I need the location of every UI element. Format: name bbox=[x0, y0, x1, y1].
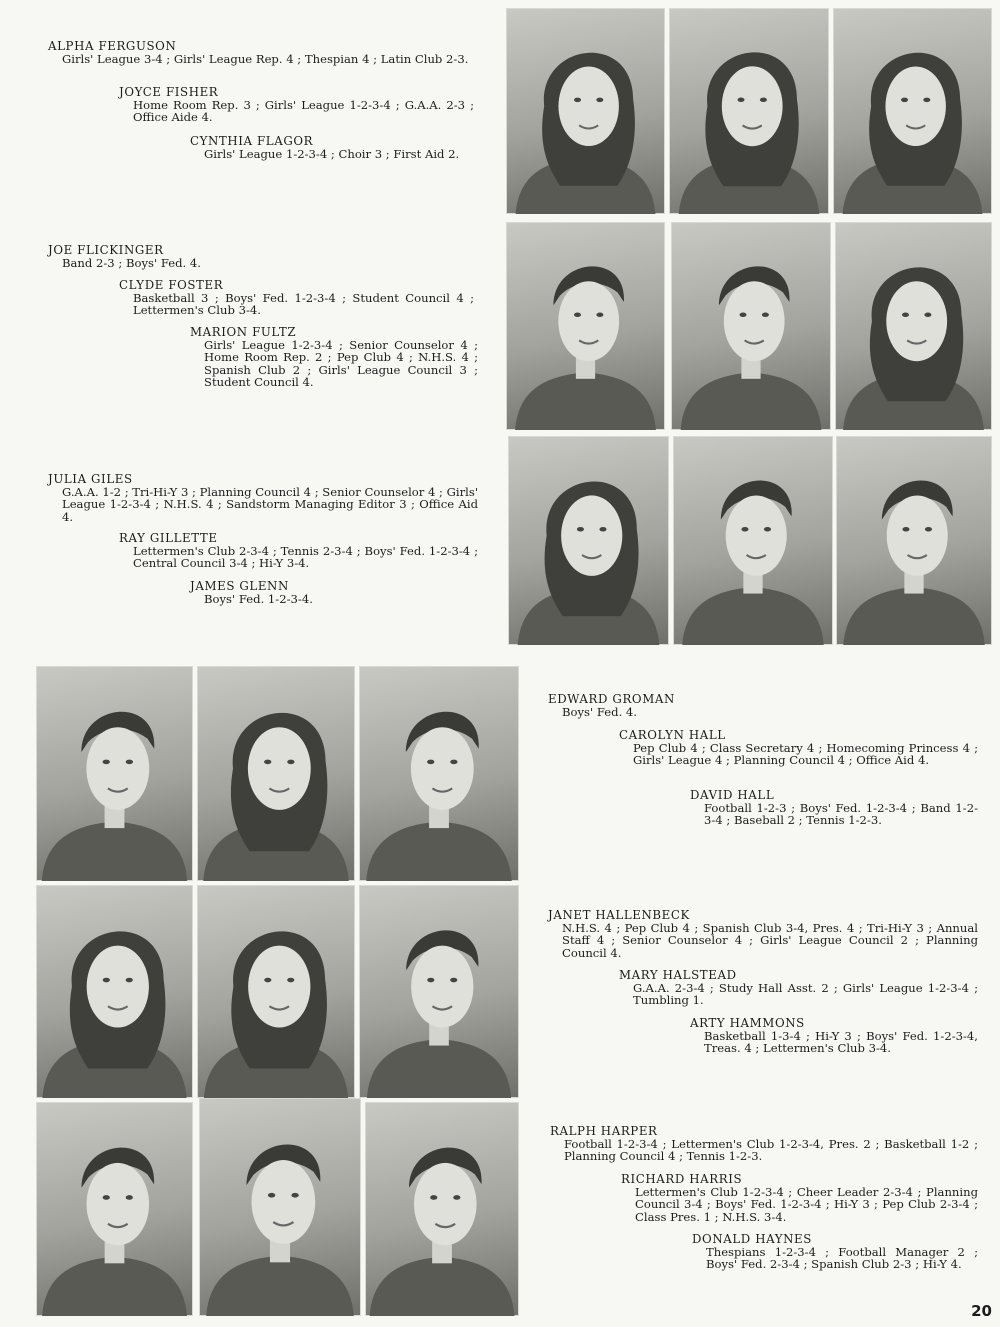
portrait-photo bbox=[359, 666, 519, 881]
portrait-photo bbox=[506, 222, 665, 430]
student-entry bbox=[190, 580, 478, 605]
student-entry bbox=[119, 532, 478, 570]
student-entry bbox=[621, 1173, 978, 1223]
portrait-photo bbox=[359, 885, 519, 1098]
student-name: JULIA GILES bbox=[48, 472, 133, 486]
student-entry bbox=[690, 789, 978, 827]
student-name: EDWARD GROMAN bbox=[548, 692, 675, 706]
girl-portrait-icon bbox=[36, 885, 193, 1098]
portrait-photo bbox=[36, 666, 193, 881]
page-number: 20 bbox=[971, 1302, 992, 1320]
student-activities: Basketball 1-3-4 ; Hi-Y 3 ; Boys' Fed. 1-2-3-4, Treas. 4 ; Lettermen's Club 3-4. bbox=[704, 1028, 978, 1056]
portrait-photo bbox=[199, 1098, 361, 1316]
portrait-photo bbox=[197, 885, 355, 1098]
student-entry bbox=[692, 1233, 978, 1271]
student-activities: Band 2-3 ; Boys' Fed. 4. bbox=[62, 255, 201, 270]
student-activities: Girls' League 1-2-3-4 ; Choir 3 ; First Aid 2. bbox=[204, 146, 460, 161]
student-entry bbox=[619, 969, 978, 1007]
student-name: ALPHA FERGUSON bbox=[48, 39, 177, 53]
portrait-photo bbox=[671, 222, 831, 430]
portrait-photo bbox=[506, 8, 665, 214]
student-name: RICHARD HARRIS bbox=[621, 1172, 743, 1186]
girl-portrait-icon bbox=[833, 8, 992, 214]
student-name: CYNTHIA FLAGOR bbox=[190, 134, 314, 148]
girl-portrait-icon bbox=[197, 885, 355, 1098]
student-name: DAVID HALL bbox=[690, 788, 775, 802]
boy-portrait-icon bbox=[359, 666, 519, 881]
portrait-photo bbox=[833, 8, 992, 214]
portrait-photo bbox=[836, 436, 992, 645]
portrait-photo bbox=[36, 1102, 193, 1316]
boy-portrait-icon bbox=[836, 436, 992, 645]
student-name: MARY HALSTEAD bbox=[619, 968, 737, 982]
student-entry bbox=[48, 40, 474, 65]
student-entry bbox=[119, 86, 474, 124]
student-activities: Lettermen's Club 1-2-3-4 ; Cheer Leader 2-3-4 ; Planning Council 3-4 ; Boys' Fed. 1-2-3-4 ; Hi-Y 3 ; Pep Club 2-3-4 ; Class Pres. 1 ; N.H.S. 3-4. bbox=[635, 1184, 978, 1224]
portrait-photo bbox=[197, 666, 355, 881]
student-activities: Girls' League 1-2-3-4 ; Senior Counselor 4 ; Home Room Rep. 2 ; Pep Club 4 ; N.H.S. 4 ; Spanish Club 2 ; Girls' League Council 3 ; Student Council 4. bbox=[204, 337, 478, 390]
portrait-photo bbox=[36, 885, 193, 1098]
boy-portrait-icon bbox=[36, 666, 193, 881]
student-activities: Thespians 1-2-3-4 ; Football Manager 2 ; Boys' Fed. 2-3-4 ; Spanish Club 2-3 ; Hi-Y 4. bbox=[706, 1244, 978, 1272]
girl-portrait-icon bbox=[197, 666, 355, 881]
student-name: MARION FULTZ bbox=[190, 325, 297, 339]
student-name: JOYCE FISHER bbox=[119, 85, 219, 99]
student-activities: N.H.S. 4 ; Pep Club 4 ; Spanish Club 3-4, Pres. 4 ; Tri-Hi-Y 3 ; Annual Staff 4 ; Senior Counselor 4 ; Girls' League Council 2 ; Planning Council 4. bbox=[562, 920, 978, 960]
student-activities: Pep Club 4 ; Class Secretary 4 ; Homecoming Princess 4 ; Girls' League 4 ; Planning Council 4 ; Office Aid 4. bbox=[633, 740, 978, 768]
student-activities: Lettermen's Club 2-3-4 ; Tennis 2-3-4 ; Boys' Fed. 1-2-3-4 ; Central Council 3-4 ; Hi-Y 3-4. bbox=[133, 543, 478, 571]
student-entry bbox=[690, 1017, 978, 1055]
student-name: JAMES GLENN bbox=[190, 579, 289, 593]
boy-portrait-icon bbox=[199, 1098, 361, 1316]
student-name: RAY GILLETTE bbox=[119, 531, 218, 545]
student-activities: G.A.A. 2-3-4 ; Study Hall Asst. 2 ; Girls' League 1-2-3-4 ; Tumbling 1. bbox=[633, 980, 978, 1008]
portrait-photo bbox=[365, 1102, 519, 1316]
student-entry bbox=[48, 473, 478, 523]
boy-portrait-icon bbox=[671, 222, 831, 430]
student-activities: Boys' Fed. 1-2-3-4. bbox=[204, 591, 313, 606]
boy-portrait-icon bbox=[673, 436, 833, 645]
student-activities: Football 1-2-3 ; Boys' Fed. 1-2-3-4 ; Band 1-2-3-4 ; Baseball 2 ; Tennis 1-2-3. bbox=[704, 800, 978, 828]
student-name: CLYDE FOSTER bbox=[119, 278, 224, 292]
portrait-photo bbox=[835, 222, 992, 430]
portrait-photo bbox=[508, 436, 669, 645]
student-activities: Girls' League 3-4 ; Girls' League Rep. 4 ; Thespian 4 ; Latin Club 2-3. bbox=[62, 51, 469, 66]
student-entry bbox=[48, 244, 474, 269]
girl-portrait-icon bbox=[669, 8, 829, 214]
boy-portrait-icon bbox=[506, 222, 665, 430]
student-entry bbox=[190, 326, 478, 389]
student-name: JANET HALLENBECK bbox=[548, 908, 690, 922]
student-activities: Home Room Rep. 3 ; Girls' League 1-2-3-4 ; G.A.A. 2-3 ; Office Aide 4. bbox=[133, 97, 474, 125]
girl-portrait-icon bbox=[506, 8, 665, 214]
student-name: RALPH HARPER bbox=[550, 1124, 658, 1138]
student-name: DONALD HAYNES bbox=[692, 1232, 812, 1246]
student-entry bbox=[190, 135, 474, 160]
portrait-photo bbox=[669, 8, 829, 214]
student-name: ARTY HAMMONS bbox=[690, 1016, 805, 1030]
student-entry bbox=[119, 279, 474, 317]
student-entry bbox=[550, 1125, 978, 1163]
student-activities: Basketball 3 ; Boys' Fed. 1-2-3-4 ; Student Council 4 ; Lettermen's Club 3-4. bbox=[133, 290, 474, 318]
student-entry bbox=[548, 909, 978, 959]
student-activities: G.A.A. 1-2 ; Tri-Hi-Y 3 ; Planning Council 4 ; Senior Counselor 4 ; Girls' League 1-2-3-4 ; N.H.S. 4 ; Sandstorm Managing Editor 3 ; Office Aid 4. bbox=[62, 484, 479, 524]
boy-portrait-icon bbox=[36, 1102, 193, 1316]
girl-portrait-icon bbox=[508, 436, 669, 645]
student-activities: Boys' Fed. 4. bbox=[562, 704, 637, 719]
student-entry bbox=[619, 729, 978, 767]
boy-portrait-icon bbox=[365, 1102, 519, 1316]
student-entry bbox=[548, 693, 978, 718]
portrait-photo bbox=[673, 436, 833, 645]
student-name: JOE FLICKINGER bbox=[48, 243, 164, 257]
student-name: CAROLYN HALL bbox=[619, 728, 726, 742]
student-activities: Football 1-2-3-4 ; Lettermen's Club 1-2-3-4, Pres. 2 ; Basketball 1-2 ; Planning Council 4 ; Tennis 1-2-3. bbox=[564, 1136, 978, 1164]
boy-portrait-icon bbox=[359, 885, 519, 1098]
girl-portrait-icon bbox=[835, 222, 992, 430]
